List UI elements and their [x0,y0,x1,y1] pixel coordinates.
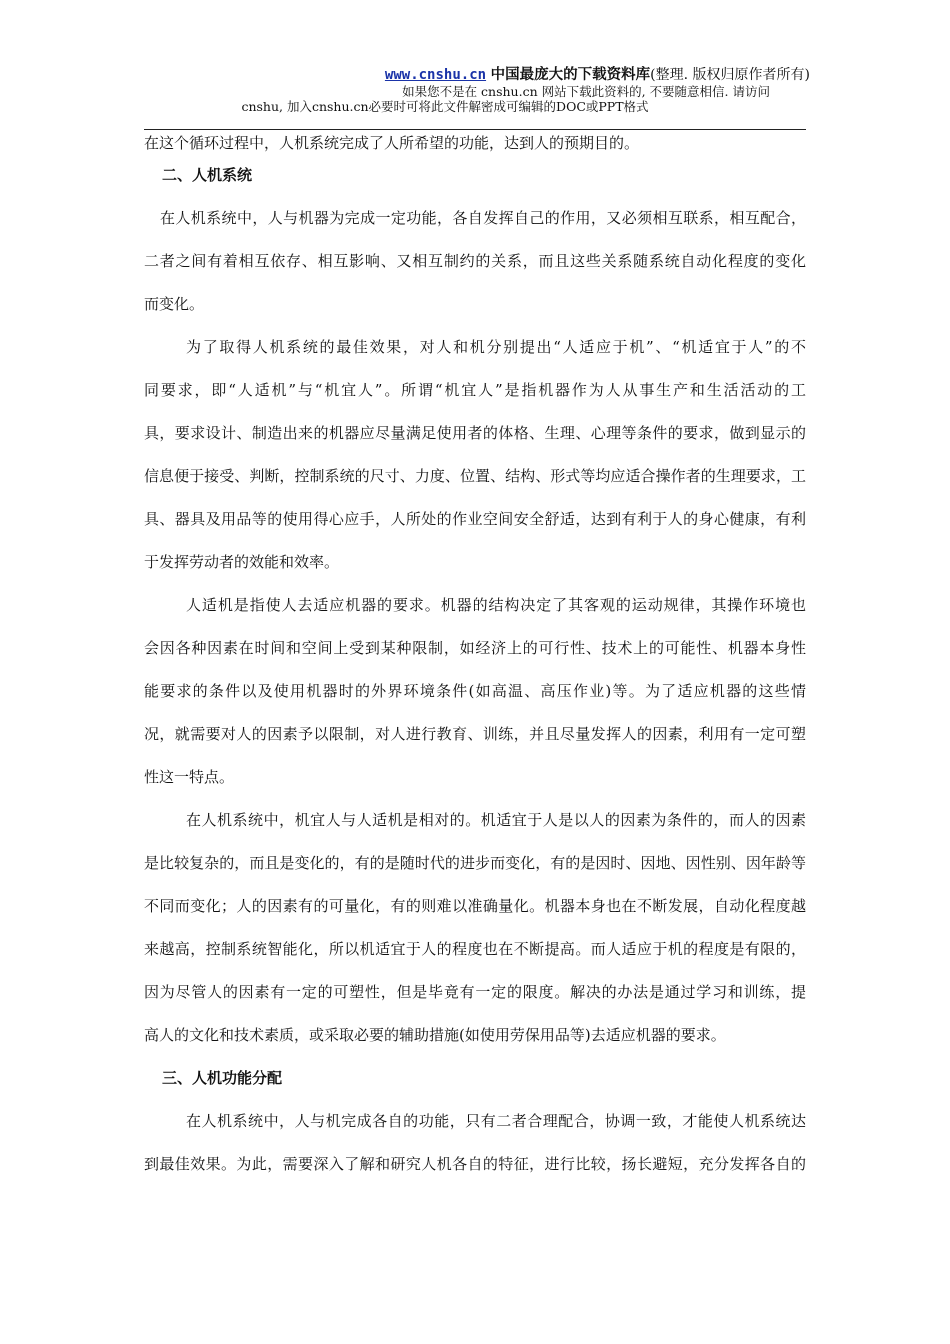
paragraph-3 [144,592,806,807]
paragraph-line: 同要求，即“人适机”与“机宜人”。所谓“机宜人”是指机器作为人从事生产和生活活动的工 [144,381,806,399]
paragraph-line: 在人机系统中，人与机完成各自的功能，只有二者合理配合，协调一致，才能使人机系统达 [186,1112,806,1130]
section-heading-3: 三、人机功能分配 [162,1069,283,1087]
header-line-3: cnshu, 加入cnshu.cn必要时可将此文件解密成可编辑的DOC或PPT格式 [241,99,649,114]
paragraph-line: 来越高，控制系统智能化，所以机适宜于人的程度也在不断提高。而人适应于机的程度是有限的， [144,940,806,958]
header-line-2: 如果您不是在 cnshu.cn 网站下载此资料的, 不要随意相信. 请访问 [402,84,770,99]
paragraph-1 [144,205,806,334]
paragraph-line: 会因各种因素在时间和空间上受到某种限制，如经济上的可行性、技术上的可能性、机器本身性 [144,639,806,657]
paragraph-4 [144,807,806,1065]
paragraph-line: 是比较复杂的，而且是变化的，有的是随时代的进步而变化，有的是因时、因地、因性别、因年龄等 [144,854,806,872]
copyright-note: (整理. 版权归原作者所有) [650,67,810,83]
paragraph-line: 具、器具及用品等的使用得心应手，人所处的作业空间安全舒适，达到有利于人的身心健康，有利 [144,510,806,528]
paragraph-line: 在人机系统中，人与机器为完成一定功能，各自发挥自己的作用，又必须相互联系，相互配合， [160,209,806,227]
paragraph-line: 能要求的条件以及使用机器时的外界环境条件(如高温、高压作业)等。为了适应机器的这些情 [144,682,806,700]
paragraph-line: 因为尽管人的因素有一定的可塑性，但是毕竟有一定的限度。解决的办法是通过学习和训练，提 [144,983,806,1001]
paragraph-line: 于发挥劳动者的效能和效率。 [144,553,340,571]
page-header [140,66,810,114]
paragraph-line: 二者之间有着相互依存、相互影响、又相互制约的关系，而且这些关系随系统自动化程度的变化 [144,252,806,270]
paragraph-line: 不同而变化；人的因素有的可量化，有的则难以准确量化。机器本身也在不断发展，自动化程度越 [144,897,806,915]
paragraph-5 [144,1108,806,1194]
paragraph-line: 信息便于接受、判断，控制系统的尺寸、力度、位置、结构、形式等均应适合操作者的生理要求，工 [144,467,806,485]
paragraph-line: 为了取得人机系统的最佳效果，对人和机分别提出“人适应于机”、“机适宜于人”的不 [186,338,806,356]
paragraph-line: 在人机系统中，机宜人与人适机是相对的。机适宜于人是以人的因素为条件的，而人的因素 [186,811,806,829]
paragraph-line: 性这一特点。 [144,768,235,786]
header-line-1 [140,66,810,84]
site-title: 中国最庞大的下载资料库 [490,67,651,83]
site-link[interactable]: www.cnshu.cn [384,67,487,83]
paragraph-2 [144,334,806,592]
paragraph-line: 况，就需要对人的因素予以限制，对人进行教育、训练，并且尽量发挥人的因素，利用有一定可塑 [144,725,806,743]
paragraph-line: 高人的文化和技术素质，或采取必要的辅助措施(如使用劳保用品等)去适应机器的要求。 [144,1026,726,1044]
document-body [144,132,806,1194]
header-divider [144,129,806,130]
intro-line: 在这个循环过程中，人机系统完成了人所希望的功能，达到人的预期目的。 [144,134,640,152]
paragraph-line: 到最佳效果。为此，需要深入了解和研究人机各自的特征，进行比较，扬长避短，充分发挥各自的 [144,1155,806,1173]
paragraph-line: 人适机是指使人去适应机器的要求。机器的结构决定了其客观的运动规律，其操作环境也 [186,596,806,614]
paragraph-line: 而变化。 [144,295,205,313]
section-heading-2: 二、人机系统 [162,166,253,184]
paragraph-line: 具，要求设计、制造出来的机器应尽量满足使用者的体格、生理、心理等条件的要求，做到显示的 [144,424,806,442]
